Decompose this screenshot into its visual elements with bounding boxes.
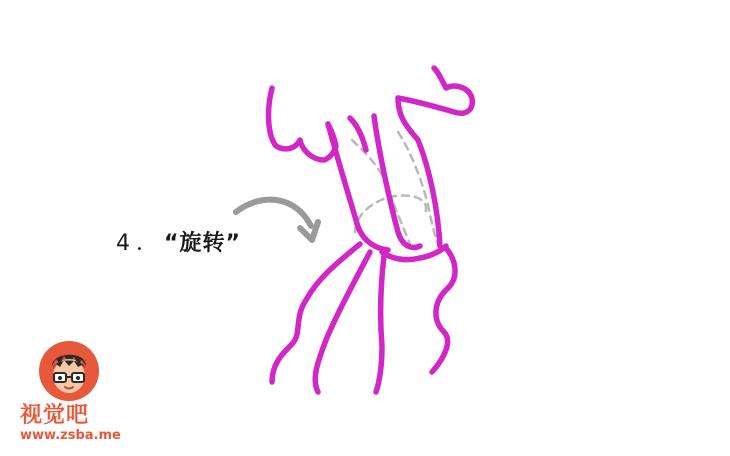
mascot-logo-icon	[38, 340, 100, 402]
step-instruction	[116, 226, 241, 257]
step-number: 4	[116, 231, 130, 256]
thumb	[398, 68, 472, 113]
step-title: “旋转”	[164, 231, 241, 256]
watermark-url: www.zsba.me	[20, 428, 121, 443]
step-separator: ．	[136, 231, 159, 256]
strand-4	[432, 248, 455, 372]
watermark-name: 视觉吧	[20, 403, 90, 428]
strand-3	[376, 256, 384, 392]
rotation-arrow-icon	[236, 200, 318, 240]
